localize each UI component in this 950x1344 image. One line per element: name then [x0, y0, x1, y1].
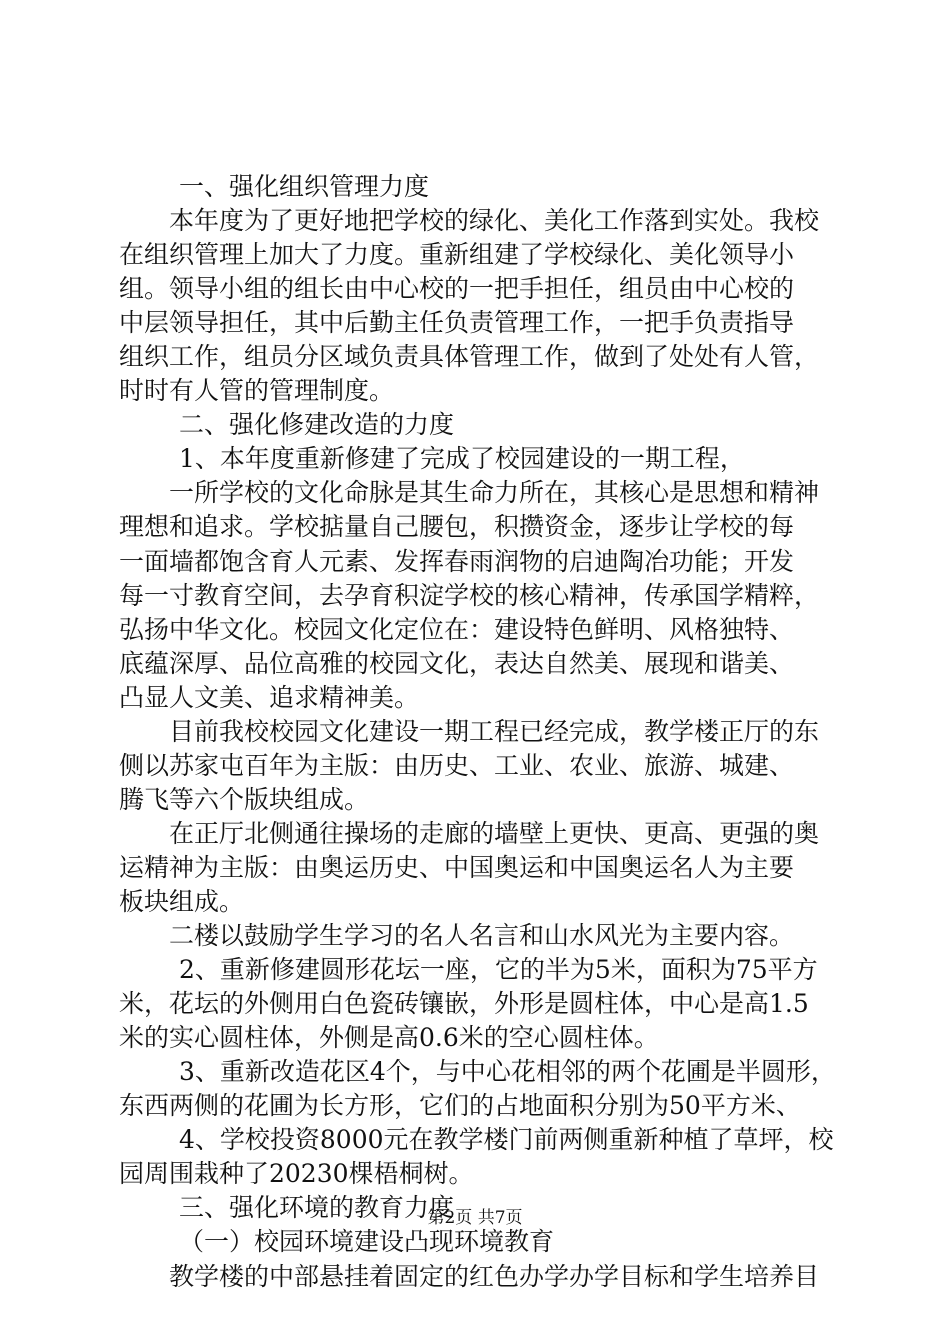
- text-line: 米的实心圆柱体，外侧是高0.6米的空心圆柱体。: [119, 1023, 659, 1053]
- text-line: 米，花坛的外侧用白色瓷砖镶嵌，外形是圆柱体，中心是高1.5: [119, 989, 809, 1019]
- text-line: 园周围栽种了20230棵梧桐树。: [119, 1159, 474, 1189]
- text-line: 每一寸教育空间，去孕育积淀学校的核心精神，传承国学精粹，: [119, 580, 820, 610]
- text-line: 组。领导小组的组长由中心校的一把手担任，组员由中心校的: [119, 274, 795, 304]
- text-line: 4、学校投资8000元在教学楼门前两侧重新种植了草坪，校: [179, 1125, 834, 1155]
- text-line: 板块组成。: [119, 886, 245, 916]
- text-line: 底蕴深厚、品位高雅的校园文化，表达自然美、展现和谐美、: [119, 648, 795, 678]
- text-line: 本年度为了更好地把学校的绿化、美化工作落到实处。我校: [169, 206, 820, 236]
- text-line: 3、重新改造花区4个，与中心花相邻的两个花圃是半圆形，: [179, 1057, 836, 1087]
- text-line: 1、本年度重新修建了完成了校园建设的一期工程，: [179, 444, 745, 474]
- text-line: 弘扬中华文化。校园文化定位在：建设特色鲜明、风格独特、: [119, 614, 795, 644]
- text-line: 二、强化修建改造的力度: [179, 410, 455, 440]
- page-footer: 第2页 共7页: [427, 1208, 523, 1228]
- text-line: 二楼以鼓励学生学习的名人名言和山水风光为主要内容。: [169, 921, 795, 951]
- text-line: 2、重新修建圆形花坛一座，它的半为5米，面积为75平方: [179, 955, 818, 985]
- text-line: 凸显人文美、追求精神美。: [119, 682, 420, 712]
- text-line: 在组织管理上加大了力度。重新组建了学校绿化、美化领导小: [119, 240, 795, 270]
- text-line: 目前我校校园文化建设一期工程已经完成，教学楼正厅的东: [169, 716, 820, 746]
- text-line: 时时有人管的管理制度。: [119, 376, 395, 406]
- text-line: 腾飞等六个版块组成。: [119, 784, 370, 814]
- text-line: 理想和追求。学校掂量自己腰包，积攒资金，逐步让学校的每: [119, 512, 795, 542]
- text-line: 东西两侧的花圃为长方形，它们的占地面积分别为50平方米、: [119, 1091, 801, 1121]
- text-line: 一面墙都饱含育人元素、发挥春雨润物的启迪陶冶功能；开发: [119, 546, 795, 576]
- text-line: 运精神为主版：由奥运历史、中国奥运和中国奥运名人为主要: [119, 852, 795, 882]
- text-line: 组织工作，组员分区域负责具体管理工作，做到了处处有人管，: [119, 342, 820, 372]
- text-line: 教学楼的中部悬挂着固定的红色办学办学目标和学生培养目: [169, 1261, 820, 1291]
- document-body: [119, 170, 839, 1294]
- text-line: （一）校园环境建设凸现环境教育: [179, 1227, 555, 1257]
- text-line: 一所学校的文化命脉是其生命力所在，其核心是思想和精神: [169, 478, 820, 508]
- text-line: 一、强化组织管理力度: [179, 172, 430, 201]
- text-line: 在正厅北侧通往操场的走廊的墙壁上更快、更高、更强的奥: [169, 818, 820, 848]
- text-line: 侧以苏家屯百年为主版：由历史、工业、农业、旅游、城建、: [119, 750, 795, 780]
- text-line: 三、强化环境的教育力度: [179, 1193, 455, 1223]
- text-line: 中层领导担任，其中后勤主任负责管理工作，一把手负责指导: [119, 308, 795, 338]
